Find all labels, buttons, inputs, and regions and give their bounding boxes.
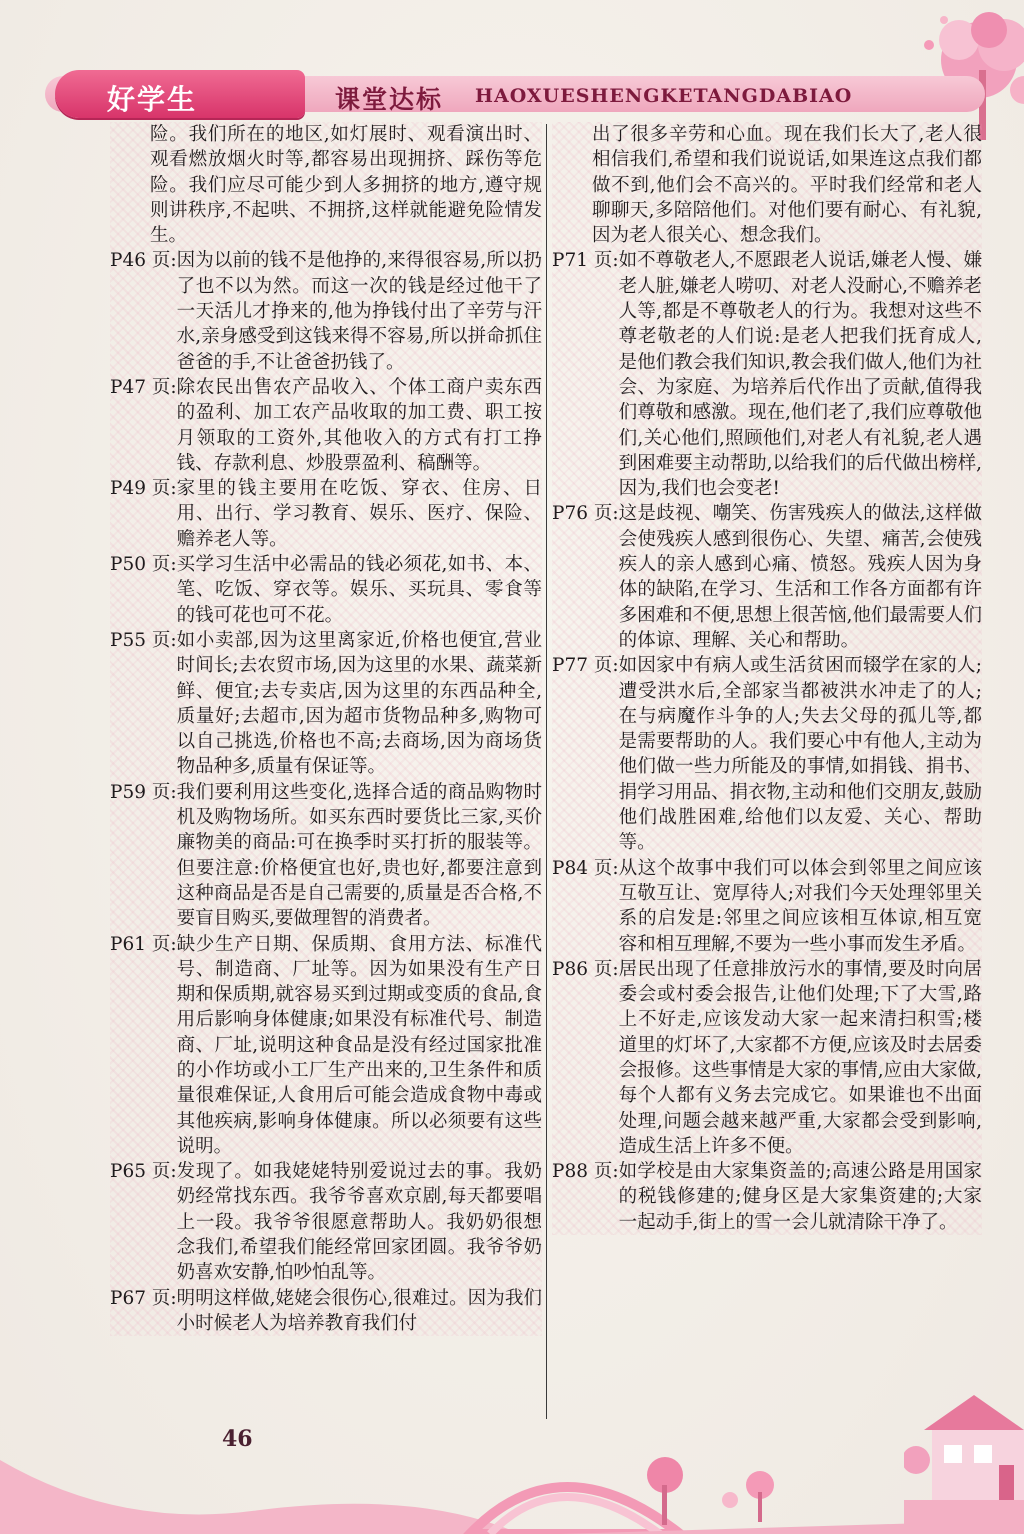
column-divider <box>546 124 547 1419</box>
answer-entry <box>110 476 542 552</box>
answer-page-label: P84 页: <box>552 857 619 879</box>
answer-entry <box>552 856 982 957</box>
answer-page-label: P76 页: <box>552 503 619 525</box>
answer-text: 除农民出售农产品收入、个体工商户卖东西的盈利、加工农产品收取的加工费、职工按月领取的工资外,其他收入的方式有打工挣钱、存款利息、炒股票盈利、稿酬等。 <box>176 376 542 474</box>
answer-text: 家里的钱主要用在吃饭、穿衣、住房、日用、出行、学习教育、娱乐、医疗、保险、赡养老人等。 <box>176 478 542 550</box>
answer-text: 从这个故事中我们可以体会到邻里之间应该互敬互让、宽厚待人;对我们今天处理邻里关系的启发是:邻里之间应该相互体谅,相互宽容和相互理解,不要为一些小事而发生矛盾。 <box>618 857 982 955</box>
right-column <box>552 122 982 1235</box>
answer-text: 如因家中有病人或生活贫困而辍学在家的人;遭受洪水后,全部家当都被洪水冲走了的人;在与病魔作斗争的人;失去父母的孤儿等,都是需要帮助的人。我们要心中有他人,主动为他们做一些力所能及的事情,如捐钱、捐书、捐学习用品、捐衣物,主动和他们交朋友,鼓励他们战胜困难,给他们以友爱、关心、帮助等。 <box>618 655 982 854</box>
answer-page-label: P46 页: <box>110 250 177 272</box>
footer-decoration-icon <box>0 1400 1024 1534</box>
answer-text: 这是歧视、嘲笑、伤害残疾人的做法,这样做会使残疾人感到很伤心、失望、痛苦,会使残疾人的亲人感到心痛、愤怒。残疾人因为身体的缺陷,在学习、生活和工作各方面都有许多困难和不便,思想上很苦恼,他们最需要人们的体谅、理解、关心和帮助。 <box>618 503 982 651</box>
answer-entry <box>552 501 982 653</box>
answer-entry <box>110 932 542 1160</box>
answer-entry <box>110 628 542 780</box>
answer-text: 买学习生活中必需品的钱必须花,如书、本、笔、吃饭、穿衣等。娱乐、买玩具、零食等的钱可花也可不花。 <box>176 554 542 626</box>
answer-page-label: P50 页: <box>110 554 177 576</box>
answer-entry <box>110 248 542 374</box>
answer-entry <box>110 552 542 628</box>
answer-entry <box>110 1286 542 1337</box>
answer-text: 缺少生产日期、保质期、食用方法、标准代号、制造商、厂址等。因为如果没有生产日期和保质期,就容易买到过期或变质的食品,食用后影响身体健康;如果没有标准代号、制造商、厂址,说明这种食品是没有经过国家批准的小作坊或小工厂生产出来的,卫生条件和质量很难保证,人食用后可能会造成食物中毒或其他疾病,影响身体健康。所以必须要有这些说明。 <box>176 933 542 1157</box>
answer-entry <box>552 248 982 501</box>
answer-entry <box>110 375 542 476</box>
left-continuation-text: 险。我们所在的地区,如灯展时、观看演出时、观看燃放烟火时等,都容易出现拥挤、踩伤等危险。我们应尽可能少到人多拥挤的地方,遵守规则讲秩序,不起哄、不拥挤,这样就能避免险情发生。 <box>150 124 542 247</box>
answer-page-label: P55 页: <box>110 629 177 651</box>
answer-page-label: P71 页: <box>552 250 619 272</box>
page-header <box>45 70 985 118</box>
answer-entry <box>552 1159 982 1235</box>
answer-page-label: P65 页: <box>110 1161 177 1183</box>
answer-page-label: P77 页: <box>552 655 619 677</box>
right-continuation-text: 出了很多辛劳和心血。现在我们长大了,老人很相信我们,希望和我们说说话,如果连这点我们都做不到,他们会不高兴的。平时我们经常和老人聊聊天,多陪陪他们。对他们要有耐心、有礼貌,因为老人很关心、想念我们。 <box>592 124 982 247</box>
answer-page-label: P61 页: <box>110 933 177 955</box>
answer-text: 发现了。如我姥姥特别爱说过去的事。我奶奶经常找东西。我爷爷喜欢京剧,每天都要唱上一段。我爷爷很愿意帮助人。我奶奶很想念我们,希望我们能经常回家团圆。我爷爷奶奶喜欢安静,怕吵怕乱等。 <box>176 1161 542 1284</box>
answer-text: 明明这样做,姥姥会很伤心,很难过。因为我们小时候老人为培养教育我们付 <box>176 1287 542 1334</box>
house-icon <box>904 1390 1024 1534</box>
answer-entry <box>110 1159 542 1285</box>
answer-entry <box>552 653 982 855</box>
page-number: 46 <box>222 1426 253 1452</box>
answer-text: 如学校是由大家集资盖的;高速公路是用国家的税钱修建的;健身区是大家集资建的;大家一起动手,街上的雪一会儿就清除干净了。 <box>618 1161 982 1233</box>
answer-page-label: P49 页: <box>110 478 177 500</box>
answer-page-label: P67 页: <box>110 1287 177 1309</box>
answer-text: 我们要利用这些变化,选择合适的商品购物时机及购物场所。如买东西时要货比三家,买价廉物美的商品:可在换季时买打折的服装等。但要注意:价格便宜也好,贵也好,都要注意到这种商品是否是自己需要的,质量是否合格,不要盲目购买,要做理智的消费者。 <box>176 781 542 930</box>
answer-page-label: P47 页: <box>110 376 177 398</box>
brand-subtitle: 课堂达标 <box>335 85 444 114</box>
answer-text: 如小卖部,因为这里离家近,价格也便宜,营业时间长;去农贸市场,因为这里的水果、蔬菜新鲜、便宜;去专卖店,因为这里的东西品种全,质量好;去超市,因为超市货物品种多,购物可以自己挑选,价格也不高;去商场,因为商场货物品种多,质量有保证等。 <box>176 629 542 778</box>
brand-pinyin: HAOXUESHENGKETANGDABIAO <box>475 85 853 107</box>
answer-text: 因为以前的钱不是他挣的,来得很容易,所以扔了也不以为然。而这一次的钱是经过他干了一天活儿才挣来的,他为挣钱付出了辛劳与汗水,亲身感受到这钱来得不容易,所以拼命抓住爸爸的手,不让爸爸扔钱了。 <box>176 250 542 373</box>
answer-text: 居民出现了任意排放污水的事情,要及时向居委会或村委会报告,让他们处理;下了大雪,路上不好走,应该发动大家一起来清扫积雪;楼道里的灯坏了,大家都不方便,应该及时去居委会报修。这些事情是大家的事情,应由大家做,每个人都有义务去完成它。如果谁也不出面处理,问题会越来越严重,大家都会受到影响,造成生活上许多不便。 <box>618 958 982 1157</box>
answer-page-label: P86 页: <box>552 958 619 980</box>
answer-page-label: P59 页: <box>110 781 177 803</box>
brand-name: 好学生 <box>107 83 198 116</box>
answer-entry <box>552 957 982 1159</box>
left-column <box>110 122 542 1336</box>
answer-entry <box>110 780 542 932</box>
answer-page-label: P88 页: <box>552 1161 619 1183</box>
answer-text: 如不尊敬老人,不愿跟老人说话,嫌老人慢、嫌老人脏,嫌老人唠叨、对老人没耐心,不赡养老人等,都是不尊敬老人的行为。我想对这些不尊老敬老的人们说:是老人把我们抚育成人,是他们教会我们知识,教会我们做人,他们为社会、为家庭、为培养后代作出了贡献,值得我们尊敬和感激。现在,他们老了,我们应尊敬他们,关心他们,照顾他们,对老人有礼貌,老人遇到困难要主动帮助,以给我们的后代做出榜样,因为,我们也会变老! <box>618 250 982 500</box>
